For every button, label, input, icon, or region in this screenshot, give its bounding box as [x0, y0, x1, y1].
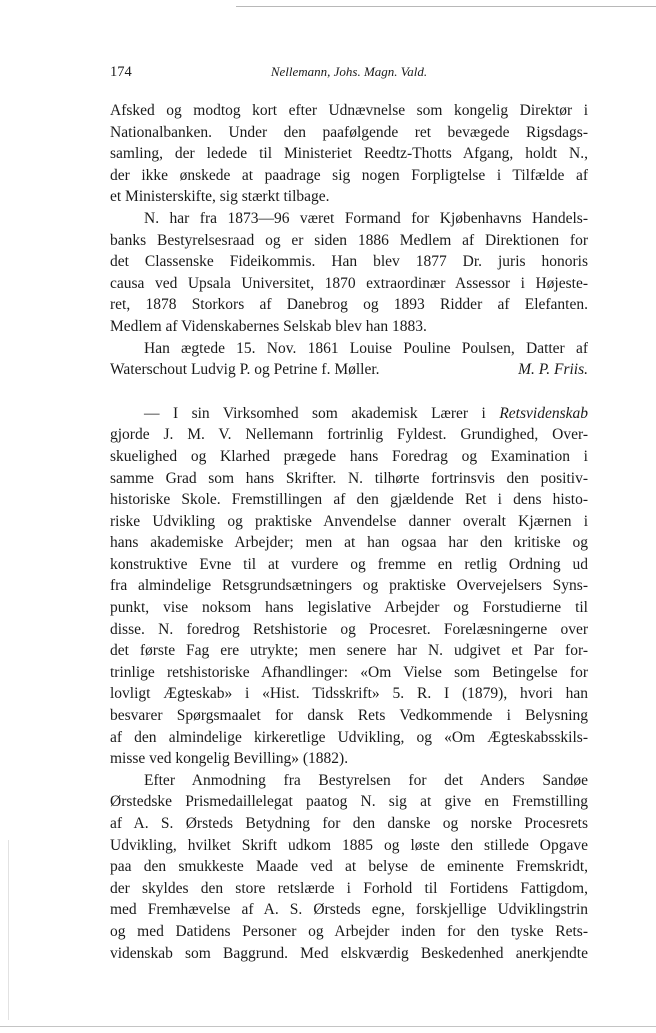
running-title: Nellemann, Johs. Magn. Vald. — [270, 64, 428, 79]
text-line: et Ministerskifte, sig stærkt tilbage. — [110, 188, 330, 206]
text-line: samling, der ledede til Ministeriet Reedtz-Thotts Afgang, holdt N., — [110, 145, 588, 163]
section-gap — [110, 381, 588, 403]
text-line: og med Datidens Personer og Arbejder inden for den tyske Rets- — [110, 922, 588, 940]
body-text — [110, 100, 588, 964]
text-line: Ørstedske Prismedaillelegat paatog N. sig at give en Fremstilling — [110, 793, 588, 811]
text-line: Han ægtede 15. Nov. 1861 Louise Pouline Poulsen, Datter af — [144, 339, 588, 357]
text-line: videnskab som Baggrund. Med elskværdig Beskedenhed anerkjendte — [110, 944, 588, 962]
text-line: Medlem af Videnskabernes Selskab blev han 1883. — [110, 317, 427, 335]
text-line: N. har fra 1873—96 været Formand for Kjøbenhavns Handels- — [144, 209, 588, 227]
paragraph — [110, 770, 588, 964]
text-line: historiske Skole. Fremstillingen af den gjældende Ret i dens histo- — [110, 491, 588, 509]
paragraph — [110, 100, 588, 208]
text-line: riske Udvikling og praktiske Anvendelse danner overalt Kjærnen i — [110, 512, 588, 530]
text-line: besvarer Spørgsmaalet for dansk Rets Vedkommende i Belysning — [110, 707, 588, 725]
author-signature: M. P. Friis. — [518, 361, 588, 379]
text-line: Udvikling, hvilket Skrift udkom 1885 og løste den stillede Opgave — [110, 836, 588, 854]
text-line: Afsked og modtog kort efter Udnævnelse som kongelig Direktør i — [110, 102, 588, 119]
text-line: gjorde J. M. V. Nellemann fortrinlig Fyldest. Grundighed, Over- — [110, 426, 588, 444]
text-line — [110, 359, 588, 381]
text-line: Nationalbanken. Under den paafølgende ret bevægede Rigsdags- — [110, 123, 588, 141]
text-line: lovligt Ægteskab» i «Hist. Tidsskrift» 5. R. I (1879), hvori han — [110, 685, 588, 703]
top-page-edge-rule — [236, 6, 656, 7]
paragraph — [110, 208, 588, 338]
paragraph — [110, 403, 588, 770]
text-line: Efter Anmodning fra Bestyrelsen for det Anders Sandøe — [144, 771, 588, 789]
line-text: Waterschout Ludvig P. og Petrine f. Møller. — [110, 361, 380, 379]
text-line: paa den smukkeste Maade ved at belyse de eminente Fremskridt, — [110, 858, 588, 876]
text-line: af A. S. Ørsteds Betydning for den danske og norske Procesrets — [110, 815, 588, 832]
text-line: der ikke ønskede at paadrage sig nogen Forpligtelse i Tilfælde af — [110, 166, 588, 184]
text-line: banks Bestyrelsesraad og er siden 1886 Medlem af Direktionen for — [110, 231, 588, 249]
text-line: samme Grad som hans Skrifter. N. tilhørte fortrinsvis den positiv- — [110, 469, 588, 487]
paragraph — [110, 338, 588, 381]
emphasized-term: Retsvidenskab — [499, 404, 588, 422]
text-line: konstruktive Evne til at vurdere og fremme en retlig Ordning ud — [110, 555, 588, 573]
bottom-page-edge-rule — [0, 1026, 656, 1027]
text-line: trinlige retshistoriske Afhandlinger: «Om Vielse som Betingelse for — [110, 663, 588, 681]
text-line: af den almindelige kirkeretlige Udvikling, og «Om Ægteskabsskils- — [110, 728, 588, 746]
left-margin-mark — [8, 840, 9, 1020]
line-text: — I sin Virksomhed som akademisk Lærer i — [144, 404, 500, 422]
text-line: der skyldes den store retslærde i Forhold til Fortidens Fattigdom, — [110, 879, 588, 897]
text-line: misse ved kongelig Bevilling» (1882). — [110, 750, 349, 768]
text-line: hans akademiske Arbejder; men at han ogsaa har den kritiske og — [110, 534, 588, 552]
text-line: ret, 1878 Storkors af Danebrog og 1893 Ridder af Elefanten. — [110, 296, 588, 314]
page-number: 174 — [110, 64, 132, 80]
text-line — [110, 403, 588, 425]
text-line: skuelighed og Klarhed prægede hans Foredrag og Examination i — [110, 447, 588, 465]
text-line: fra almindelige Retsgrundsætningers og praktiske Overvejelsers Syns- — [110, 577, 588, 595]
text-line: disse. N. foredrog Retshistorie og Procesret. Forelæsningerne over — [110, 620, 588, 638]
text-line: punkt, vise noksom hans legislative Arbejder og Forstudierne til — [110, 599, 588, 617]
text-line: med Fremhævelse af A. S. Ørsteds egne, forskjellige Udviklingstrin — [110, 901, 588, 919]
text-line: det første Fag ere utrykte; men senere har N. udgivet et Par for- — [110, 642, 588, 660]
text-line: det Classenske Fideikommis. Han blev 1877 Dr. juris honoris — [110, 253, 588, 271]
running-head — [110, 64, 588, 86]
book-page — [110, 64, 588, 964]
text-line: causa ved Upsala Universitet, 1870 extraordinær Assessor i Højeste- — [110, 274, 588, 292]
